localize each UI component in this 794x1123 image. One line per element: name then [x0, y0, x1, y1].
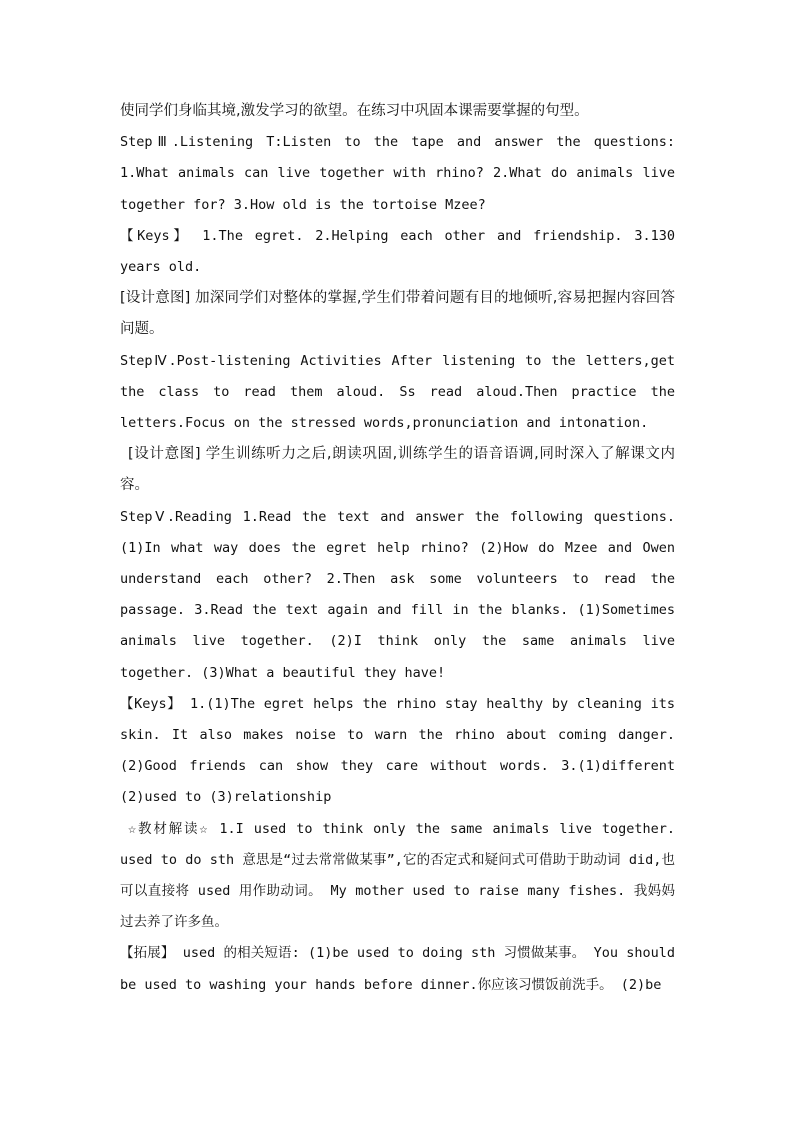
paragraph-step4-post-listening: StepⅣ.Post-listening Activities After listening to the letters,get the class to read them aloud. Ss read aloud.Then practice the letters.Focus on the stressed words,pronunciation and intonation. [120, 352, 675, 432]
paragraph-keys-listening: 【Keys】 1.The egret. 2.Helping each other and friendship. 3.130 years old. [120, 227, 675, 276]
paragraph-step5-reading: StepⅤ.Reading 1.Read the text and answer the following questions. (1)In what way does the egret help rhino? (2)How do Mzee and Owen understand each other? 2.Then ask some volunteers to read the passage. 3.Read the text again and fill in the blanks. (1)Sometimes animals live together. (2)I think only the same animals live together. (3)What a beautiful they have! [120, 508, 675, 681]
document-page [120, 96, 675, 1001]
paragraph-step3-listening: StepⅢ.Listening T:Listen to the tape and answer the questions: 1.What animals can live together with rhino? 2.What do animals live together for? 3.How old is the tortoise Mzee? [120, 134, 675, 213]
paragraph-design-intent-2: [设计意图] 学生训练听力之后,朗读巩固,训练学生的语音语调,同时深入了解课文内容。 [120, 446, 675, 494]
paragraph-textbook-notes: ☆教材解读☆ 1.I used to think only the same animals live together. used to do sth 意思是“过去常常做某事”,它的否定式和疑问式可借助于助动词 did,也可以直接将 used 用作助动词。 My mother used to raise many fishes. 我妈妈过去养了许多鱼。 [120, 820, 675, 931]
paragraph-design-intent-1: [设计意图] 加深同学们对整体的掌握,学生们带着问题有目的地倾听,容易把握内容回答问题。 [120, 290, 675, 338]
paragraph-extension: 【拓展】 used 的相关短语: (1)be used to doing sth 习惯做某事。 You should be used to washing your hands before dinner.你应该习惯饭前洗手。 (2)be [120, 945, 675, 993]
paragraph-keys-reading: 【Keys】 1.(1)The egret helps the rhino stay healthy by cleaning its skin. It also makes noise to warn the rhino about coming danger. (2)Good friends can show they care without words. 3.(1)different (2)used to (3)relationship [120, 695, 675, 806]
paragraph-intro: 使同学们身临其境,激发学习的欲望。在练习中巩固本课需要掌握的句型。 [120, 103, 589, 119]
